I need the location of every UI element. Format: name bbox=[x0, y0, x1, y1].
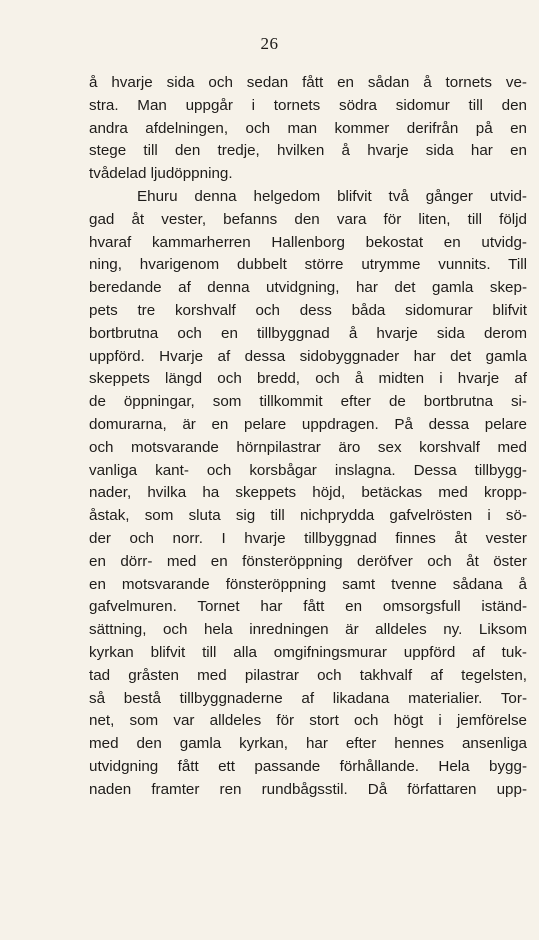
text-line: skeppets längd och bredd, och å midten i hvarje af bbox=[89, 370, 527, 388]
text-line: så bestå tillbyggnaderne af likadana materialier. Tor- bbox=[89, 689, 527, 707]
text-line: pets tre korshvalf och dess båda sidomurar blifvit bbox=[89, 301, 527, 319]
page-number: 26 bbox=[260, 34, 279, 53]
text-line: bortbrutna och en tillbyggnad å hvarje sida derom bbox=[89, 324, 527, 342]
text-line: tvådelad ljudöppning. bbox=[89, 165, 233, 183]
text-line: å hvarje sida och sedan fått en sådan å tornets ve- bbox=[89, 74, 527, 91]
text-line: tad gråsten med pilastrar och takhvalf af tegelsten, bbox=[89, 666, 527, 684]
text-line: gad åt vester, befanns den vara för liten, till följd bbox=[89, 210, 527, 228]
text-line: naden framter ren rundbågsstil. Då författaren upp- bbox=[89, 780, 527, 798]
text-line: gafvelmuren. Tornet har fått en omsorgsfull iständ- bbox=[89, 598, 527, 616]
text-line: vanliga kant- och korsbågar inslagna. Dessa tillbygg- bbox=[89, 461, 527, 479]
text-line: och motsvarande hörnpilastrar äro sex korshvalf med bbox=[89, 438, 527, 456]
text-line: andra afdelningen, och man kommer derifrån på en bbox=[89, 119, 527, 137]
text-line: stra. Man uppgår i tornets södra sidomur till den bbox=[89, 96, 527, 114]
text-line: en dörr- med en fönsteröppning deröfver och åt öster bbox=[89, 552, 527, 570]
text-line: ning, hvarigenom dubbelt större utrymme vunnits. Till bbox=[89, 256, 527, 274]
text-line: kyrkan blifvit till alla omgifningsmurar uppförd af tuk- bbox=[89, 643, 527, 661]
body-text bbox=[89, 72, 527, 802]
text-line: nader, hvilka ha skeppets höjd, betäckas med kropp- bbox=[89, 484, 527, 502]
text-line: de öppningar, som tillkommit efter de bortbrutna si- bbox=[89, 393, 527, 411]
text-line: der och norr. I hvarje tillbyggnad finnes åt vester bbox=[89, 529, 527, 547]
text-line: med den gamla kyrkan, har efter hennes ansenliga bbox=[89, 735, 527, 753]
text-line: sättning, och hela inredningen är alldeles ny. Liksom bbox=[89, 621, 527, 639]
text-line: Ehuru denna helgedom blifvit två gånger utvid- bbox=[137, 187, 527, 205]
text-line: åstak, som sluta sig till nichprydda gafvelrösten i sö- bbox=[89, 507, 527, 525]
text-line: uppförd. Hvarje af dessa sidobyggnader har det gamla bbox=[89, 347, 527, 365]
text-line: en motsvarande fönsteröppning samt tvenne sådana å bbox=[89, 575, 527, 593]
text-line: hvaraf kammarherren Hallenborg bekostat en utvidg- bbox=[89, 233, 527, 251]
text-line: domurarna, är en pelare uppdragen. På dessa pelare bbox=[89, 415, 527, 433]
text-line: net, som var alldeles för stort och högt i jemförelse bbox=[89, 712, 527, 730]
text-line: beredande af denna utvidgning, har det gamla skep- bbox=[89, 279, 527, 297]
text-line: utvidgning fått ett passande förhållande. Hela bygg- bbox=[89, 757, 527, 775]
text-line: stege till den tredje, hvilken å hvarje sida har en bbox=[89, 142, 527, 160]
